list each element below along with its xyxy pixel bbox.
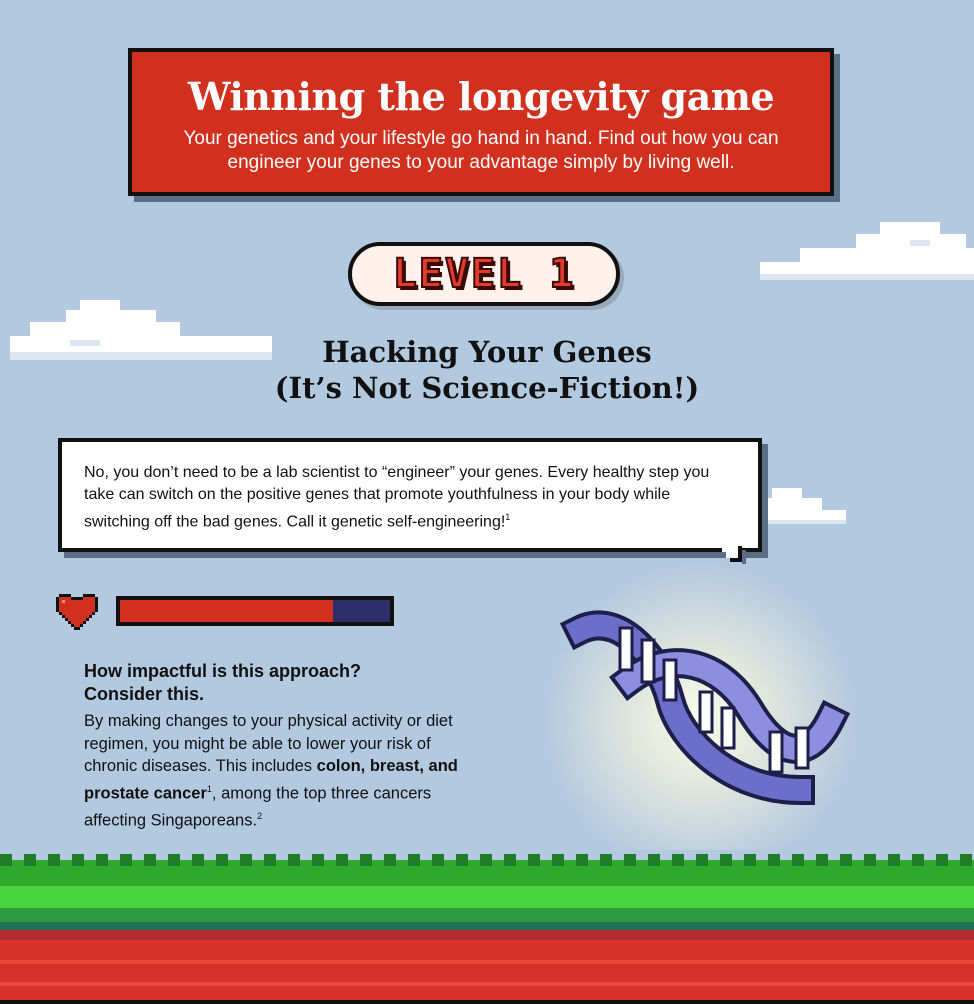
bubble-footnote: 1 [505, 512, 511, 522]
dna-icon [560, 600, 860, 840]
cloud-right-icon [760, 220, 974, 282]
impact-footnote-1: 1 [206, 783, 212, 794]
section-heading [200, 334, 774, 406]
section-heading-line1: Hacking Your Genes [322, 335, 652, 369]
page-title: Winning the longevity game [187, 74, 775, 119]
page-subtitle: Your genetics and your lifestyle go hand in hand. Find out how you can engineer your genes to your advantage simply by living well. [183, 128, 779, 173]
level-badge [348, 242, 620, 306]
title-banner [128, 48, 834, 196]
speech-bubble [58, 438, 762, 552]
health-bar-fill [120, 600, 333, 622]
impact-heading [84, 660, 504, 706]
pixel-ground [0, 850, 974, 1004]
impact-heading-line1: How impactful is this approach? [84, 661, 362, 681]
impact-footnote-2: 2 [257, 810, 263, 821]
bubble-text: No, you don’t need to be a lab scientist to “engineer” your genes. Every healthy step you take can switch on the positive genes that promote youthfulness in your body while switching off the bad genes. Call it genetic self-engineering! [84, 464, 710, 531]
section-heading-line2: (It’s Not Science-Fiction!) [274, 371, 700, 405]
health-bar [116, 596, 394, 626]
impact-body [84, 710, 484, 832]
heart-icon [56, 594, 98, 630]
impact-body-start: By making changes to your physical activity or diet regimen, you might be able to lower your risk of chronic diseases. This includes [84, 712, 453, 775]
impact-body-end: , among the top three cancers affecting Singaporeans. [84, 784, 432, 829]
impact-body-bold: colon, breast, and prostate cancer [84, 757, 458, 802]
cloud-small-icon [762, 484, 846, 528]
impact-heading-line2: Consider this. [84, 684, 205, 704]
level-label: LEVEL 1 [392, 251, 576, 297]
